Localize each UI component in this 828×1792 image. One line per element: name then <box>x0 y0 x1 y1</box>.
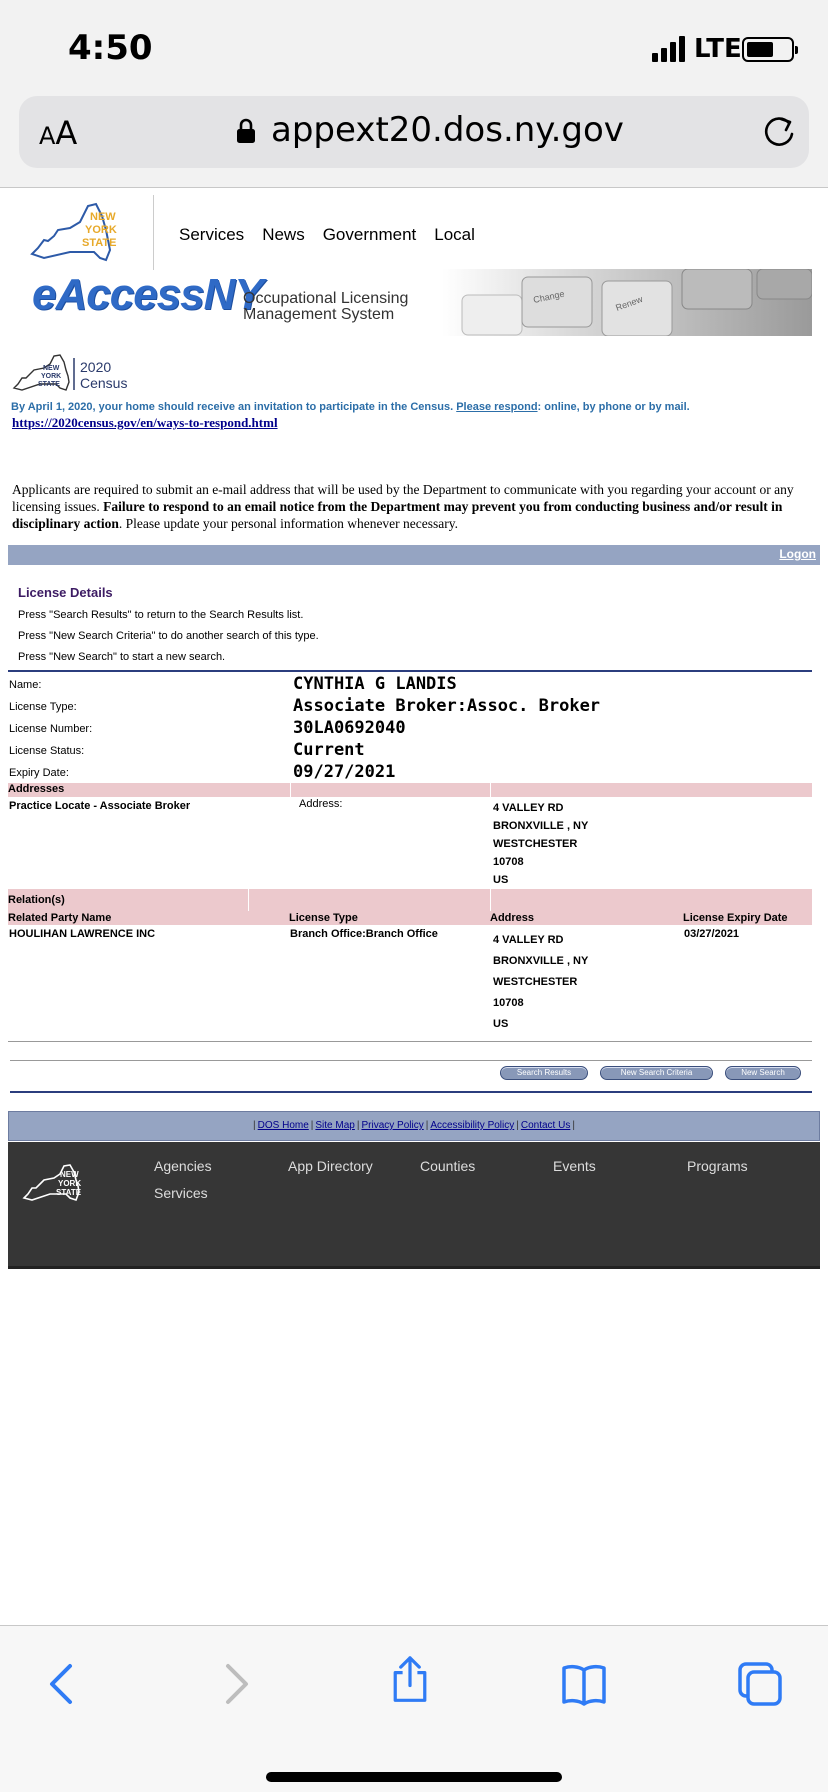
eaccess-title: eAccessNY <box>32 270 263 319</box>
svg-text:NEW: NEW <box>43 365 60 372</box>
license-number-value: 30LA0692040 <box>293 718 406 738</box>
column-header: Address <box>490 912 535 924</box>
instruction-line: Press "Search Results" to return to the Search Results list. <box>18 609 304 621</box>
svg-text:STATE: STATE <box>38 381 60 388</box>
related-license-type: Branch Office:Branch Office <box>290 928 438 940</box>
svg-text:STATE: STATE <box>56 1188 82 1197</box>
footer-site-map[interactable]: Site Map <box>315 1120 355 1131</box>
share-icon[interactable] <box>386 1656 434 1704</box>
addresses-header: Addresses <box>8 783 65 795</box>
footer-agencies[interactable]: Agencies <box>154 1158 212 1174</box>
network-label: LTE <box>694 34 742 64</box>
divider <box>10 1060 812 1061</box>
expiry-date-label: Expiry Date: <box>9 767 69 779</box>
reload-icon[interactable] <box>759 112 799 152</box>
address-line: WESTCHESTER <box>493 838 578 850</box>
svg-text:Change: Change <box>532 288 566 305</box>
related-address-line: 4 VALLEY RD <box>493 934 564 946</box>
related-address-line: 10708 <box>493 997 524 1009</box>
footer-privacy[interactable]: Privacy Policy <box>361 1120 424 1131</box>
top-nav <box>179 225 475 245</box>
footer-programs[interactable]: Programs <box>687 1158 748 1174</box>
address-line: US <box>493 874 509 886</box>
addresses-header-row <box>8 783 812 797</box>
new-search-criteria-button[interactable]: New Search Criteria <box>600 1066 713 1080</box>
nav-news[interactable]: News <box>262 225 305 244</box>
expiry-date-value: 09/27/2021 <box>293 762 396 782</box>
related-expiry: 03/27/2021 <box>684 928 740 940</box>
battery-icon <box>742 37 794 62</box>
browser-toolbar <box>0 92 828 188</box>
address-bar[interactable] <box>19 96 809 168</box>
related-address-line: US <box>493 1018 509 1030</box>
instruction-line: Press "New Search" to start a new search. <box>18 651 226 663</box>
address-line: BRONXVILLE , NY <box>493 820 589 832</box>
status-time: 4:50 <box>68 28 153 68</box>
browser-bottom-toolbar <box>0 1625 828 1792</box>
column-header: License Type <box>289 912 358 924</box>
nav-local[interactable]: Local <box>434 225 475 244</box>
svg-text:YORK: YORK <box>41 373 62 380</box>
nav-services[interactable]: Services <box>179 225 245 244</box>
logon-link[interactable]: Logon <box>779 547 816 561</box>
status-bar <box>0 0 828 92</box>
svg-text:NEW: NEW <box>90 211 116 223</box>
column-header: Related Party Name <box>8 912 112 924</box>
license-status-value: Current <box>293 740 365 760</box>
related-party-name: HOULIHAN LAWRENCE INC <box>9 928 156 940</box>
address-label: Address: <box>299 798 343 810</box>
svg-text:STATE: STATE <box>82 237 117 249</box>
footer-contact[interactable]: Contact Us <box>520 1120 571 1131</box>
home-indicator <box>266 1772 562 1782</box>
census-url-link[interactable]: https://2020census.gov/en/ways-to-respond.html <box>12 415 278 430</box>
name-value: CYNTHIA G LANDIS <box>293 674 457 694</box>
nav-government[interactable]: Government <box>322 225 417 244</box>
footer-counties[interactable]: Counties <box>420 1158 476 1174</box>
related-address-line: BRONXVILLE , NY <box>493 955 589 967</box>
bookmarks-icon[interactable] <box>560 1660 608 1708</box>
footer-dos-home[interactable]: DOS Home <box>257 1120 309 1131</box>
url-text[interactable]: appext20.dos.ny.gov <box>271 110 624 150</box>
header-divider <box>153 195 154 270</box>
svg-text:YORK: YORK <box>58 1179 82 1188</box>
logon-bar <box>8 545 820 565</box>
license-type-value: Associate Broker:Assoc. Broker <box>293 696 601 716</box>
divider <box>8 1041 812 1042</box>
relations-header: Relation(s) <box>8 894 65 906</box>
footer-services[interactable]: Services <box>154 1185 208 1201</box>
address-type: Practice Locate - Associate Broker <box>9 800 191 812</box>
search-results-button[interactable]: Search Results <box>500 1066 588 1080</box>
new-search-button[interactable]: New Search <box>725 1066 801 1080</box>
footer-accessibility[interactable]: Accessibility Policy <box>430 1120 515 1131</box>
column-header: License Expiry Date <box>683 912 788 924</box>
keyboard-banner-image <box>442 269 812 336</box>
census-respond-link[interactable]: Please respond <box>456 401 538 413</box>
signal-icon <box>652 36 686 62</box>
nys-logo[interactable] <box>30 200 140 268</box>
address-line: 4 VALLEY RD <box>493 802 564 814</box>
divider <box>10 1091 812 1093</box>
census-message: By April 1, 2020, your home should receive an invitation to participate in the Census. Please respond: online, by phone or by mail. <box>11 401 690 413</box>
text-size-button[interactable]: AA <box>39 114 78 152</box>
tabs-icon[interactable] <box>736 1660 784 1708</box>
email-notice: Applicants are required to submit an e-mail address that will be used by the Department to communicate with you regarding your account or any licensing issues. Failure to respond to an email notice from the Department may prevent you from conducting business and/or result in disciplinary action. Please update your personal information whenever necessary. <box>12 482 794 531</box>
svg-text:NEW: NEW <box>60 1170 79 1179</box>
footer-nav <box>8 1142 820 1269</box>
lock-icon <box>236 118 256 144</box>
related-address-line: WESTCHESTER <box>493 976 578 988</box>
forward-icon[interactable] <box>212 1660 260 1708</box>
license-details-title: License Details <box>18 585 113 600</box>
footer-app-directory[interactable]: App Directory <box>288 1158 373 1174</box>
divider <box>8 670 812 672</box>
footer-events[interactable]: Events <box>553 1158 596 1174</box>
license-status-label: License Status: <box>9 745 85 757</box>
address-line: 10708 <box>493 856 524 868</box>
footer-nys-logo[interactable] <box>22 1164 94 1206</box>
svg-text:Renew: Renew <box>614 293 645 313</box>
svg-text:2020: 2020 <box>80 359 112 375</box>
name-label: Name: <box>9 679 42 691</box>
footer-links: | DOS Home | Site Map | Privacy Policy | Accessibility Policy | Contact Us | <box>8 1111 820 1141</box>
svg-text:YORK: YORK <box>85 224 117 236</box>
census-logo <box>12 354 142 396</box>
relations-header-block <box>8 889 812 925</box>
back-icon[interactable] <box>38 1660 86 1708</box>
license-number-label: License Number: <box>9 723 93 735</box>
instruction-line: Press "New Search Criteria" to do another search of this type. <box>18 630 319 642</box>
svg-text:Census: Census <box>80 375 128 391</box>
license-type-label: License Type: <box>9 701 77 713</box>
eaccess-subtitle: Occupational Licensing Management System <box>243 290 409 323</box>
